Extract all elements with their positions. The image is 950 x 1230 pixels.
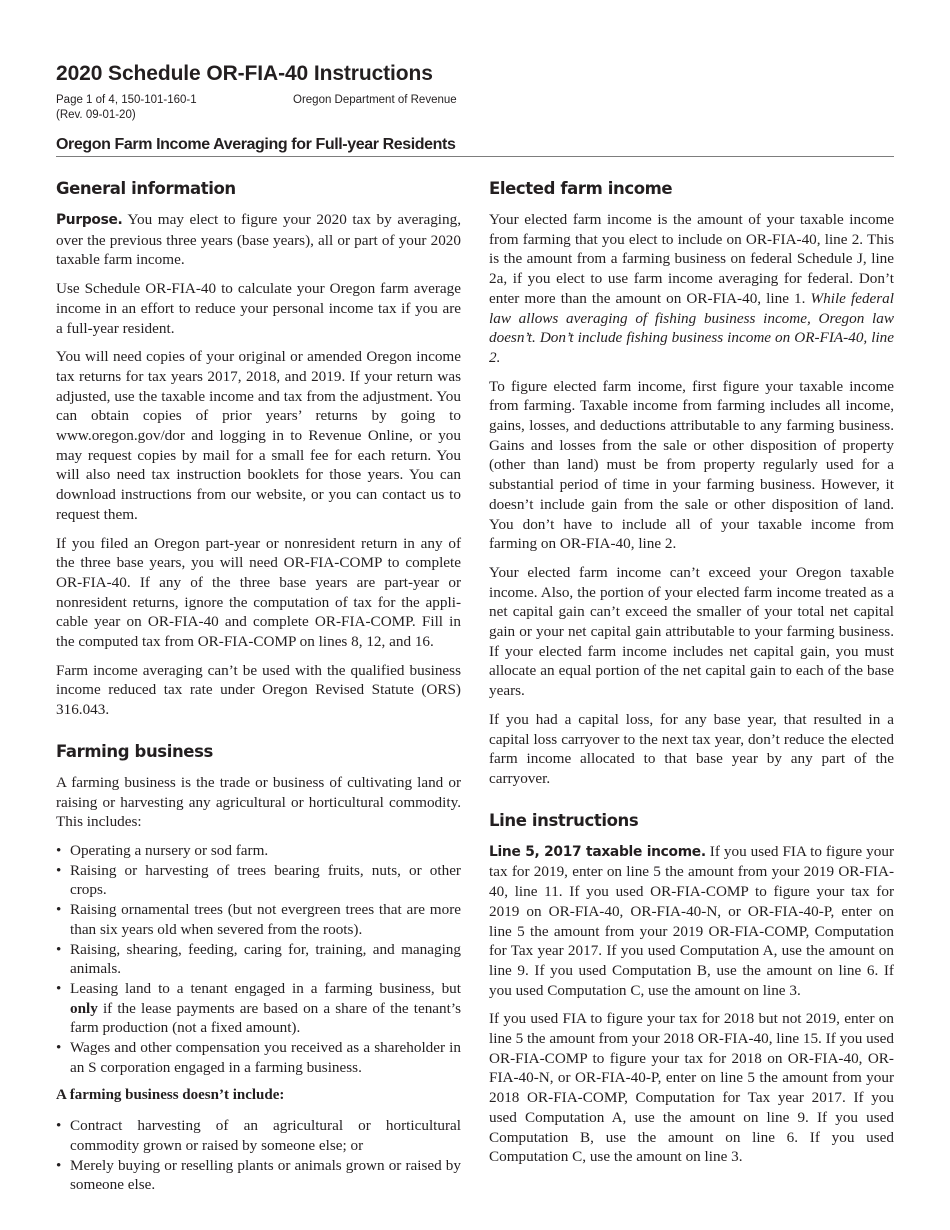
list-item: • Wages and other compensation you received as a shareholder in an S corporation engaged in a farming business.	[56, 1039, 461, 1076]
paragraph: Use Schedule OR-FIA-40 to calculate your Oregon farm average income in an effort to reduce your personal income tax if you are a full-year resident.	[56, 280, 461, 337]
bullet-icon: •	[56, 940, 62, 958]
includes-list	[56, 841, 461, 1077]
agency-name: Oregon Department of Revenue	[293, 94, 457, 106]
excludes-list	[56, 1116, 461, 1195]
paragraph: To figure elected farm income, first figure your taxable income from farming. Taxable income from farming includes all income, gains, losses, and deductions attributable to any farming business. Gains and losses from the sale or other disposition of property (other than land) must be from property regularly used for a substantial period of time in your farming business. However, it doesn’t include gain from the sale or other disposition of land. You don’t have to include all of your taxable income from farming on OR-FIA-40, line 2.	[489, 377, 894, 553]
section-heading: Elected farm income	[489, 179, 673, 198]
paragraph: If you had a capital loss, for any base year, that resulted in a capital loss carryover to the next tax year, don’t reduce the elected farm income allocated to that base year by any part of the carryover.	[489, 710, 894, 787]
paragraph: A farming business is the trade or business of cultivating land or raising or harvesting any agricultural or horticultural commodity. This includes:	[56, 773, 461, 831]
bullet-icon: •	[56, 861, 62, 879]
list-item: • Raising ornamental trees (but not evergreen trees that are more than six years old when severed from the roots).	[56, 901, 461, 938]
paragraph: If you used FIA to figure your tax for 2018 but not 2019, enter on line 5 the amount from your 2018 OR-FIA-40, line 15. If you used OR-FIA-COMP to figure your tax for 2018 on OR-FIA-40, OR-FIA-40-N, or OR-FIA-40-P, enter on line 5 the amount from your 2018 OR-FIA-COMP, Computation for Tax year 2017. If you used Computation A, use the amount on line 9. If you used Computation B, use the amount on line 6. If you used Computation C, use the amount on line 3.	[489, 1010, 894, 1166]
bullet-icon: •	[56, 1156, 62, 1174]
list-item: • Leasing land to a tenant engaged in a farming business, but only if the lease payments are based on a share of the tenant’s farm production (not a fixed amount).	[56, 979, 461, 1037]
bullet-icon: •	[56, 901, 62, 919]
list-item: • Raising or harvesting of trees bearing fruits, nuts, or other crops.	[56, 861, 461, 899]
bullet-icon: •	[56, 841, 62, 859]
paragraph: If you filed an Oregon part-year or nonresident return in any of the three base years, you will need OR-FIA-COMP to complete OR-FIA-40. If any of the three base years are part-year or nonresident returns, ignore the computation of tax for the applicable year on OR-FIA-40 and complete OR-FIA-COMP. Fill in the computed tax from OR-FIA-COMP on lines 8, 12, and 16.	[56, 534, 461, 651]
list-item: • Contract harvesting of an agricultural or horticultural commodity grown or raised by someone else; or	[56, 1117, 461, 1154]
line-5-lead: Line 5, 2017 taxable income.	[489, 843, 706, 860]
paragraph: Your elected farm income is the amount of your taxable income from farming that you elect to include on OR-FIA-40, line 2. This is the amount from a farming business on federal Schedule J, line 2a, if you elect to use farm income averaging for federal. Don’t enter more than the amount on OR-FIA-40, line 1. While federal law allows averaging of fishing business income, Oregon law doesn’t. Don’t include fishing business income on OR-FIA-40, line 2.	[489, 211, 894, 366]
form-meta	[56, 93, 457, 122]
excludes-label: A farming business doesn’t include:	[56, 1087, 285, 1104]
left-column	[56, 178, 461, 1204]
section-heading: General information	[56, 179, 236, 198]
section-heading: Farming business	[56, 741, 213, 761]
paragraph: You will need copies of your original or amended Oregon income tax returns for tax years 2017, 2018, and 2019. If your return was adjusted, use the taxable income and tax from the adjustment. You can obtain copies of prior years’ returns by going to www.oregon.gov/dor and logging in to Revenue Online, or you may request copies by mail for a small fee for each return. You will also need tax instruction booklets for those years. You can download instructions from our website, or you can contact us to request them.	[56, 348, 461, 523]
right-column	[489, 178, 894, 1176]
revision-date: (Rev. 09-01-20)	[56, 108, 136, 121]
general-information-section	[56, 178, 461, 720]
paragraph: Your elected farm income can’t exceed your Oregon taxable income. Also, the portion of your elected farm income treated as a net capital gain can’t exceed the smaller of your total net capital gain or your net capital gain attributable to your farming business. If your elected farm income includes net capital gain, you must allocate an equal portion of the net capital gain to each of the base years.	[489, 563, 894, 700]
bullet-icon: •	[56, 979, 62, 997]
bullet-icon: •	[56, 1117, 62, 1135]
purpose-text: You may elect to figure your 2020 tax by averaging, over the previous three years (base years), all or part of your 2020 taxable farm income.	[56, 211, 461, 269]
page-info: Page 1 of 4, 150-101-160-1	[56, 94, 197, 106]
paragraph: Farm income averaging can’t be used with the qualified business income reduced tax rate under Oregon Revised Statute (ORS) 316.043.	[56, 661, 461, 719]
line-5-paragraph: Line 5, 2017 taxable income. If you used FIA to figure your tax for 2019, enter on line 5 the amount from your 2019 OR-FIA-40, line 11. If you used OR-FIA-COMP to figure your tax for 2019 on OR-FIA-40, OR-FIA-40-N, or OR-FIA-40-P, enter on line 5 the amount from your 2019 OR-FIA-COMP, Computation for Tax year 2017. If you used Computation A, use the amount on line 9. If you used Computation B, use the amount on line 6. If you used Computation C, use the amount on line 3.	[489, 842, 895, 999]
list-item: • Raising, shearing, feeding, caring for, training, and managing animals.	[56, 940, 461, 978]
elected-farm-income-section	[489, 178, 894, 789]
page-subtitle: Oregon Farm Income Averaging for Full-year Residents	[56, 135, 894, 157]
purpose-paragraph	[56, 210, 461, 270]
page-title: 2020 Schedule OR-FIA-40 Instructions	[56, 62, 433, 85]
purpose-lead: Purpose.	[56, 212, 123, 228]
italic-note: While federal law allows averaging of fishing business income, Oregon law doesn’t. Don’t include fishing business income on OR-FIA-40, line 2.	[489, 289, 894, 366]
farming-business-section	[56, 741, 461, 1195]
line-instructions-section	[489, 810, 894, 1167]
section-heading: Line instructions	[489, 810, 639, 830]
list-item: • Merely buying or reselling plants or animals grown or raised by someone else.	[56, 1156, 461, 1194]
list-item: • Operating a nursery or sod farm.	[56, 841, 269, 859]
bullet-icon: •	[56, 1039, 62, 1057]
